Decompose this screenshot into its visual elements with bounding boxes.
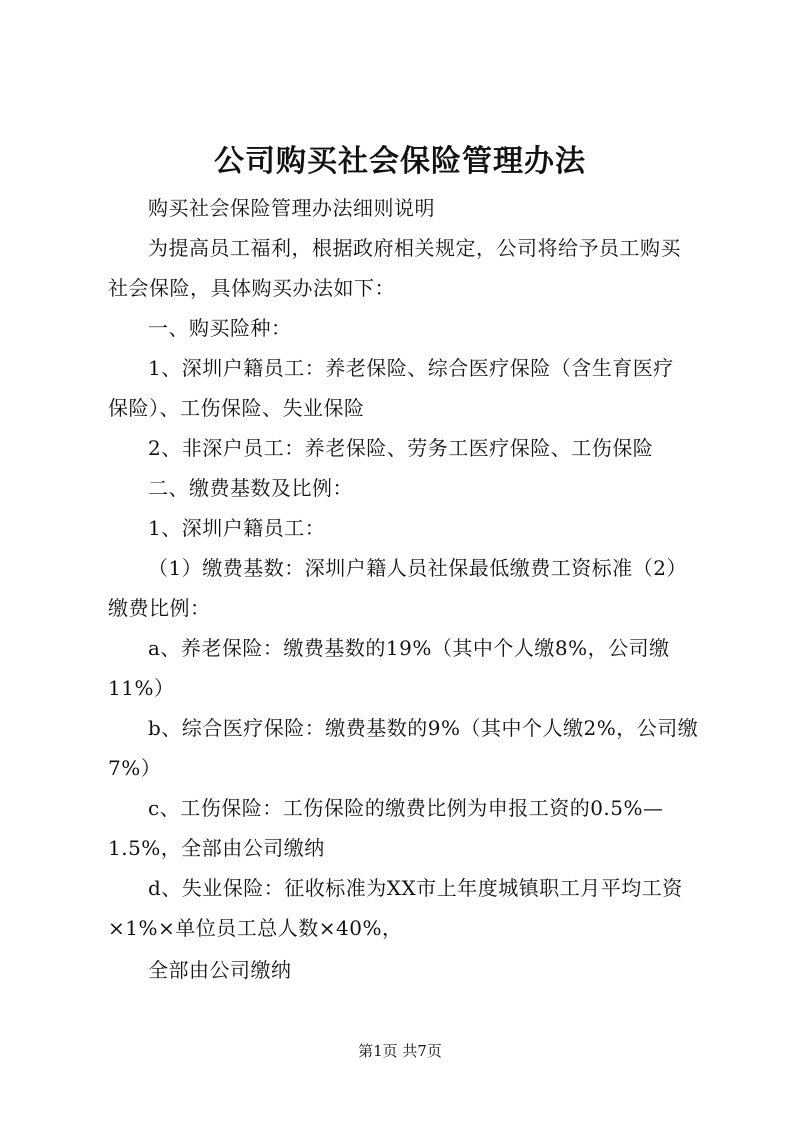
paragraph-line: 1、深圳户籍员工： bbox=[148, 516, 326, 540]
section-heading: 二、缴费基数及比例： bbox=[148, 476, 353, 500]
document-title: 公司购买社会保险管理办法 bbox=[214, 144, 586, 179]
paragraph-line: 社会保险，具体购买办法如下： bbox=[108, 276, 395, 300]
subtitle-line: 购买社会保险管理办法细则说明 bbox=[148, 196, 435, 220]
paragraph-line: 2、非深户员工：养老保险、劳务工医疗保险、工伤保险 bbox=[148, 436, 654, 460]
paragraph-line: 1、深圳户籍员工：养老保险、综合医疗保险（含生育医疗 bbox=[148, 356, 674, 380]
paragraph-line: a、养老保险：缴费基数的19%（其中个人缴8%，公司缴 bbox=[148, 636, 670, 660]
page-number: 第1页 共7页 bbox=[358, 1042, 442, 1060]
paragraph-line: （1）缴费基数：深圳户籍人员社保最低缴费工资标准（2） bbox=[148, 556, 687, 580]
paragraph-line: 保险）、工伤保险、失业保险 bbox=[108, 396, 365, 420]
paragraph-line: 为提高员工福利，根据政府相关规定，公司将给予员工购买 bbox=[148, 236, 681, 260]
paragraph-line: 11%） bbox=[108, 676, 175, 700]
paragraph-line: 7%） bbox=[108, 756, 162, 780]
section-heading: 一、购买险种： bbox=[148, 316, 292, 340]
paragraph-line: 缴费比例： bbox=[108, 596, 211, 620]
paragraph-line: 全部由公司缴纳 bbox=[148, 958, 292, 982]
paragraph-line: ×1%×单位员工总人数×40%， bbox=[108, 916, 403, 940]
paragraph-line: 1.5%，全部由公司缴纳 bbox=[108, 836, 325, 860]
paragraph-line: d、失业保险：征收标准为XX市上年度城镇职工月平均工资 bbox=[148, 876, 683, 900]
paragraph-line: c、工伤保险：工伤保险的缴费比例为申报工资的0.5%— bbox=[148, 796, 664, 820]
paragraph-line: b、综合医疗保险：缴费基数的9%（其中个人缴2%，公司缴 bbox=[148, 716, 699, 740]
